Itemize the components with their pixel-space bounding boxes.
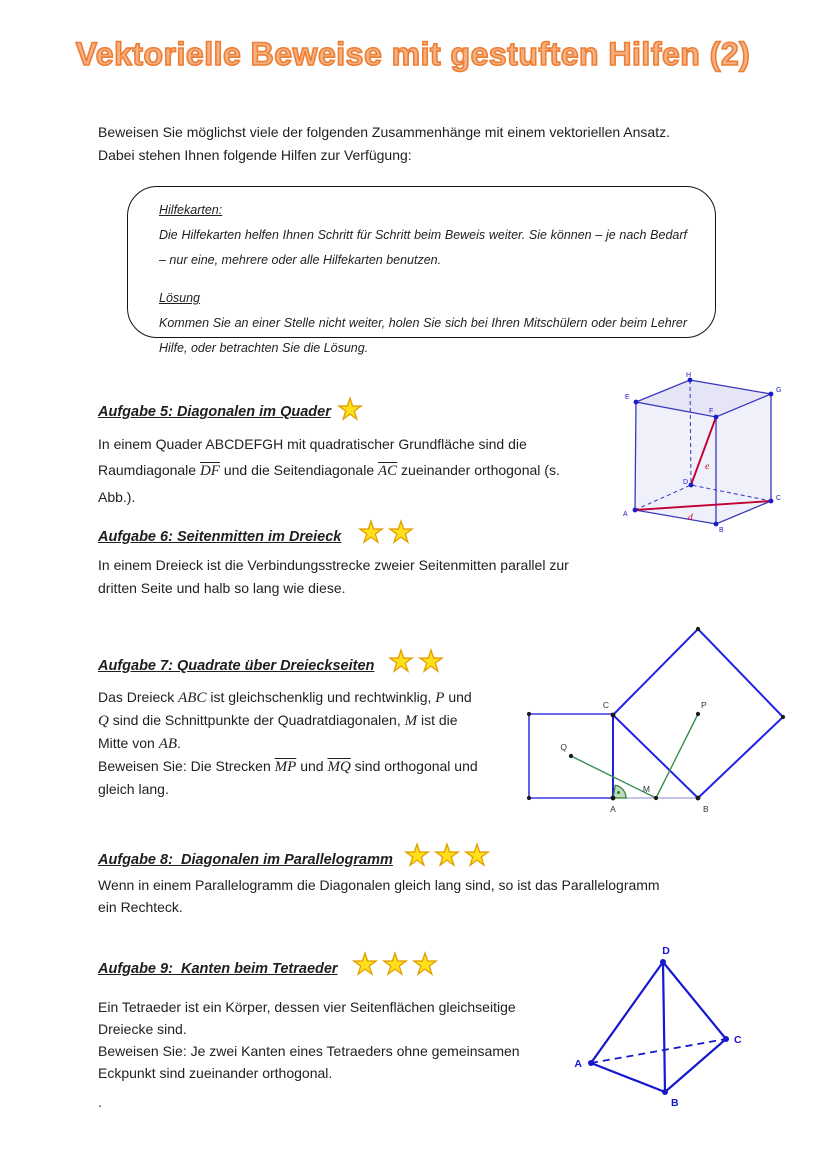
green-segments [571,714,698,798]
text-line: dritten Seite und halb so lang wie diese. [98,580,346,596]
text-line [98,709,518,732]
point-label-b: B [703,804,709,814]
star-icon: ★ [464,840,490,872]
helpbox-card-heading: Hilfekarten: [159,203,223,217]
task-5-body [98,431,578,510]
text-line [98,431,578,457]
diagonal-label-d: d [688,513,693,523]
vertex-label-d: D [662,945,670,957]
star-icon: ★ [412,949,438,981]
task-9-body [98,996,578,1084]
task-6-heading: Aufgabe 6: Seitenmitten im Dreieck [98,529,342,545]
math-segment-ac: $\overline{AC}$ [378,463,398,479]
math-segment-abc: ABC [178,690,207,706]
diagonal-label-e: e [705,462,710,472]
text-line: Dabei stehen Ihnen folgende Hilfen zur Verfügung: [98,147,412,163]
vertex-label-c: C [734,1034,742,1046]
task-8-difficulty-stars [404,842,494,871]
intro-text [98,121,670,167]
text-segment: sind die Schnittpunkte der Quadratdiagonalen, [108,712,405,728]
text-segment: sind orthogonal und [350,758,478,774]
text-line: Wenn in einem Parallelogramm die Diagonalen gleich lang sind, so ist das Parallelogramm [98,877,660,893]
task-9-difficulty-stars [352,951,442,980]
text-segment: . [177,735,181,751]
point-label-c: C [602,700,609,710]
task-7-heading: Aufgabe 7: Quadrate über Dreieckseiten [98,658,375,674]
task-6-body [98,554,598,600]
text-line: ein Rechteck. [98,899,183,915]
math-segment-ab: AB [158,736,178,752]
math-segment-mq: $\overline{MQ}$ [327,759,351,775]
math-segment-p: P [435,690,445,706]
point-label-m: M [642,784,650,794]
text-segment: Mitte von [98,735,159,751]
task-8-body [98,874,738,918]
text-segment: zueinander orthogonal (s. Abb.). [98,462,560,505]
point-labels [560,700,709,814]
text-line: In einem Dreieck ist die Verbindungsstrecke zweier Seitenmitten parallel zur [98,557,569,573]
text-line [98,686,518,709]
vertex-label-c: C [776,495,782,502]
page-title: Vektorielle Beweise mit gestuften Hilfen (2) [75,36,751,72]
vertex-label-b: B [719,527,724,534]
vertex-label-a: A [623,511,628,518]
text-segment: ist die [417,712,458,728]
point-label-q: Q [560,742,567,752]
point-label-a: A [610,804,616,814]
task-5-difficulty-stars [337,396,367,425]
task-7-body [98,686,518,800]
helpbox-solution-heading: Lösung [159,291,201,305]
tetra-edges [591,962,726,1092]
text-line: gleich lang. [98,781,169,797]
text-segment: ist gleichschenklig und rechtwinklig, [206,689,436,705]
task-6-difficulty-stars [358,519,418,548]
text-segment: Das Dreieck [98,689,179,705]
vertex-label-e: E [625,394,630,401]
task-8-heading: Aufgabe 8: Diagonalen im Parallelogramm [98,852,393,868]
star-icon: ★ [434,840,460,872]
vertex-label-f: F [709,408,714,415]
vertex-label-d: D [683,479,689,486]
math-segment-q: Q [98,713,109,729]
text-segment: Raumdiagonale [98,462,200,478]
tetrahedron-figure [570,940,780,1120]
star-icon: ★ [358,517,384,549]
text-line [98,732,518,755]
text-segment: und [296,758,328,774]
helpbox-solution-text: Kommen Sie an einer Stelle nicht weiter, holen Sie sich bei Ihren Mitschülern oder beim Lehrer Hilfe, oder betrachten Sie die Lösung. [159,316,687,355]
star-icon: ★ [352,949,378,981]
star-icon: ★ [388,646,414,678]
star-icon: ★ [382,949,408,981]
vertex-label-a: A [574,1058,582,1070]
text-segment: und die Seitendiagonale [219,462,378,478]
cuboid-figure [620,370,820,534]
math-segment-df: $\overline{DF}$ [199,463,220,479]
star-icon: ★ [388,517,414,549]
text-segment: Beweisen Sie: Die Strecken [98,758,275,774]
task-7-difficulty-stars [388,648,448,677]
vertex-label-h: H [686,372,692,379]
tetra-vertex-dots [588,959,729,1095]
vertex-label-b: B [671,1097,679,1109]
task-5-heading: Aufgabe 5: Diagonalen im Quader [98,404,331,420]
helpbox-card-text: Die Hilfekarten helfen Ihnen Schritt für Schritt beim Beweis weiter. Sie können – je nach Bedarf – nur eine, mehrere oder alle Hilfekarten benutzen. [159,228,687,267]
help-box [127,186,716,355]
text-line: Beweisen Sie möglichst viele der folgenden Zusammenhänge mit einem vektoriellen Ansatz. [98,124,670,140]
squares-over-triangle-figure [510,616,810,816]
stray-period: . [98,1094,102,1110]
hidden-edge-ac [591,1039,726,1063]
text-line: Beweisen Sie: Je zwei Kanten eines Tetraeders ohne gemeinsamen [98,1043,520,1059]
math-segment-mp: $\overline{MP}$ [274,759,297,775]
star-icon: ★ [418,646,444,678]
text-line [98,457,578,510]
text-segment: und [444,689,472,705]
text-segment: In einem Quader ABCDEFGH mit quadratischer Grundfläche sind die [98,436,527,452]
text-line: Ein Tetraeder ist ein Körper, dessen vier Seitenflächen gleichseitige [98,999,516,1015]
vertex-label-g: G [776,387,782,394]
text-line [98,755,518,778]
task-9-heading: Aufgabe 9: Kanten beim Tetraeder [98,961,338,977]
text-line: Dreiecke sind. [98,1021,187,1037]
star-icon: ★ [337,394,363,426]
point-label-p: P [701,700,707,710]
star-icon: ★ [404,840,430,872]
math-segment-m: M [404,713,418,729]
angle-marker-dot [617,791,620,794]
text-line: Eckpunkt sind zueinander orthogonal. [98,1065,333,1081]
